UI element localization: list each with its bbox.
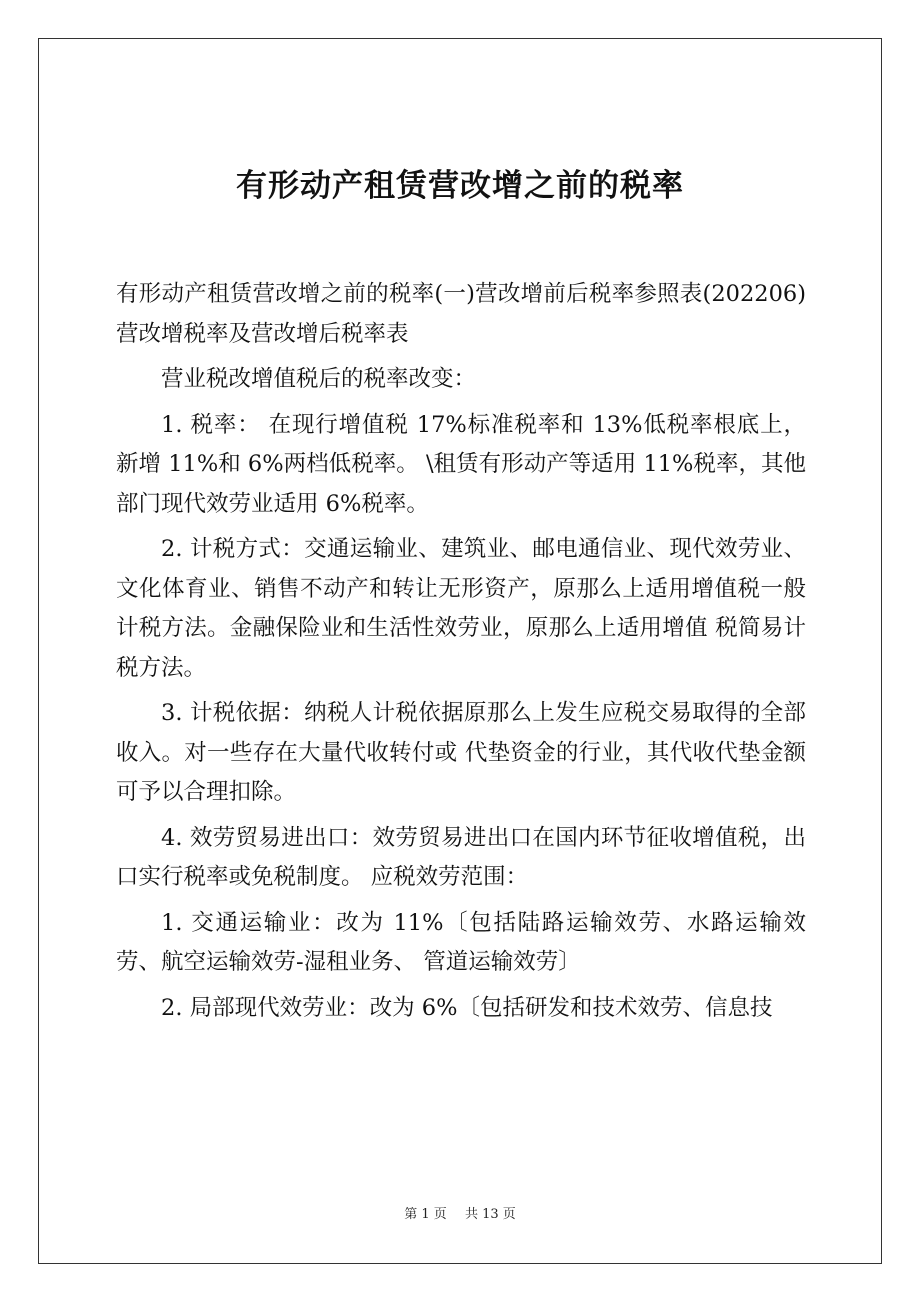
page-total: 共 13 页 <box>464 1207 516 1222</box>
paragraph-tax-method: 2. 计税方式：交通运输业、建筑业、邮电通信业、现代效劳业、文化体育业、销售不动产和转让无形资产，原那么上适用增值税一般计税方法。金融保险业和生活性效劳业，原那么上适用增值 税简易计税方法。 <box>116 536 806 681</box>
page-footer <box>0 1206 920 1224</box>
paragraph-tax-basis: 3. 计税依据：纳税人计税依据原那么上发生应税交易取得的全部收入。对一些存在大量代收转付或 代垫资金的行业，其代收代垫金额可予以合理扣除。 <box>116 700 806 805</box>
page-number: 第 1 页 <box>404 1207 447 1222</box>
paragraph-rate-change-heading: 营业税改增值税后的税率改变： <box>161 366 477 392</box>
document-body <box>116 275 852 1034</box>
document-title: 有形动产租赁营改增之前的税率 <box>236 167 684 204</box>
paragraph-tax-rate: 1. 税率： 在现行增值税 17%标准税率和 13%低税率根底上，新增 11%和 6%两档低税率。 \租赁有形动产等适用 11%税率，其他部门现代效劳业适用 6%税率。 <box>116 411 806 517</box>
paragraph-intro: 有形动产租赁营改增之前的税率(一)营改增前后税率参照表(202206) 营改增税率及营改增后税率表 <box>116 281 852 347</box>
paragraph-service-trade: 4. 效劳贸易进出口：效劳贸易进出口在国内环节征收增值税，出口实行税率或免税制度。 应税效劳范围： <box>116 824 806 890</box>
paragraph-transport: 1. 交通运输业：改为 11%〔包括陆路运输效劳、水路运输效劳、航空运输效劳-湿租业务、 管道运输效劳〕 <box>116 909 806 975</box>
paragraph-modern-services: 2. 局部现代效劳业：改为 6%〔包括研发和技术效劳、信息技 <box>161 994 773 1021</box>
